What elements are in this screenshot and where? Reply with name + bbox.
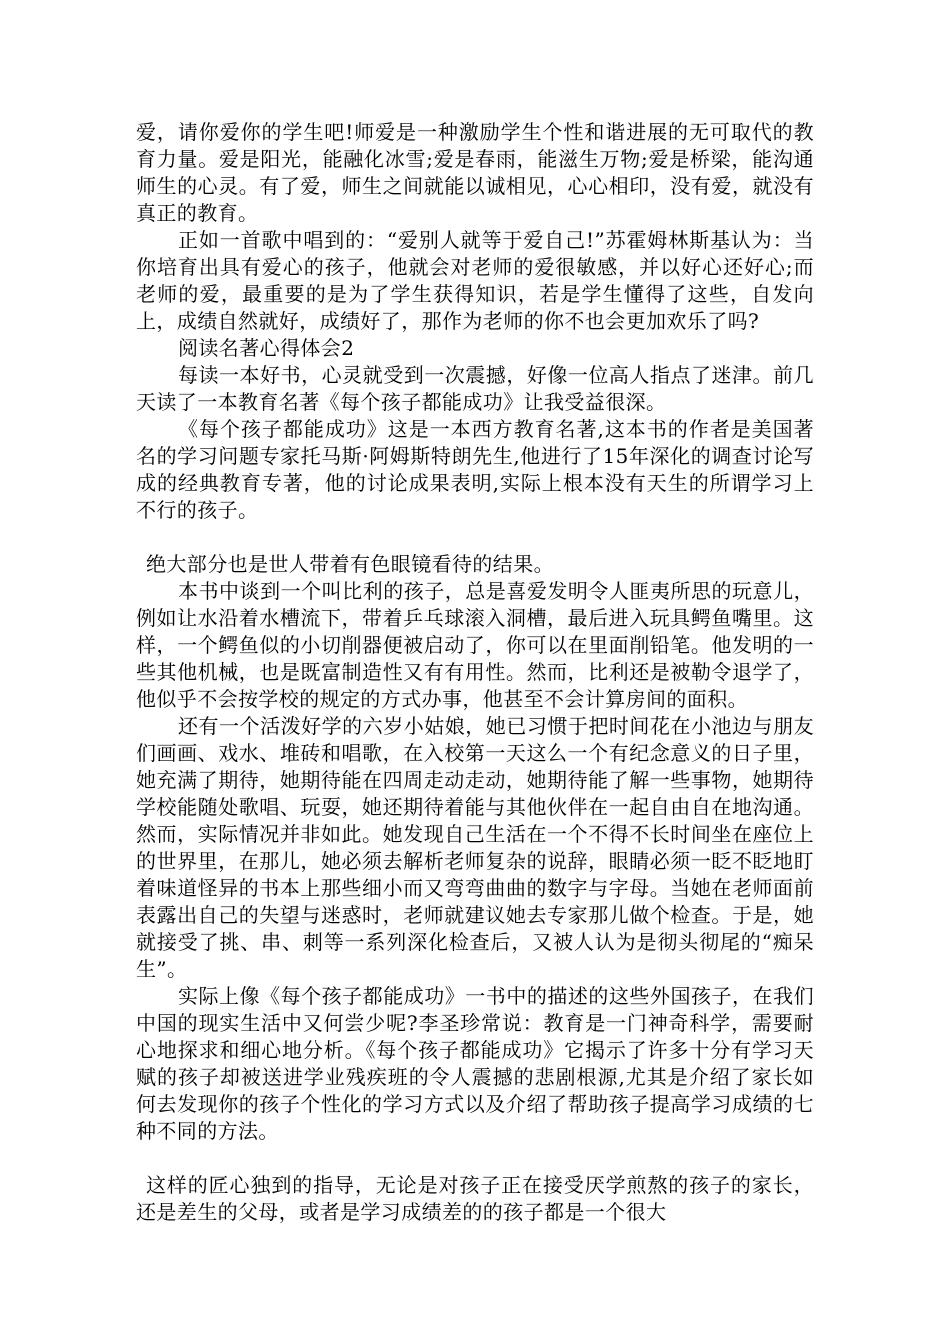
paragraph-book-intro: 《每个孩子都能成功》这是一本西方教育名著,这本书的作者是美国著名的学习问题专家托马斯·阿姆斯特朗先生,他进行了15年深化的调查讨论写成的经典教育专著，他的讨论成果表明,实际上根本没有天生的所谓学习上不行的孩子。 xyxy=(136,417,814,522)
paragraph-song-quote: 正如一首歌中唱到的：“爱别人就等于爱自己!”苏霍姆林斯基认为：当你培育出具有爱心的孩子，他就会对老师的爱很敏感，并以好心还好心;而老师的爱，最重要的是为了学生获得知识，若是学生懂得了这些，自发向上，成绩自然就好，成绩好了，那作为老师的你不也会更加欢乐了吗? xyxy=(136,228,814,333)
paragraph-gap xyxy=(136,1145,814,1172)
paragraph-chinese-children: 实际上像《每个孩子都能成功》一书中的描述的这些外国孩子，在我们中国的现实生活中又何尝少呢?李圣珍常说：教育是一门神奇科学，需要耐心地探求和细心地分析。《每个孩子都能成功》它揭示了许多十分有学习天赋的孩子却被送进学业残疾班的令人震撼的悲剧根源,尤其是介绍了家长如何去发现你的孩子个性化的学习方式以及介绍了帮助孩子提高学习成绩的七种不同的方法。 xyxy=(136,984,814,1143)
section-heading: 阅读名著心得体会2 xyxy=(178,336,355,360)
paragraph-teacher-love: 爱，请你爱你的学生吧!师爱是一种激励学生个性和谐进展的无可取代的教育力量。爱是阳光，能融化冰雪;爱是春雨，能滋生万物;爱是桥梁，能沟通师生的心灵。有了爱，师生之间就能以诚相见，心心相印，没有爱，就没有真正的教育。 xyxy=(136,120,814,225)
paragraph-six-year-old-girl: 还有一个活泼好学的六岁小姑娘，她已习惯于把时间花在小池边与朋友们画画、戏水、堆砖和唱歌，在入校第一天这么一个有纪念意义的日子里，她充满了期待，她期待能在四周走动走动，她期待能了解一些事物，她期待学校能随处歌唱、玩耍，她还期待着能与其他伙伴在一起自由自在地沟通。然而，实际情况并非如此。她发现自己生活在一个不得不长时间坐在座位上的世界里，在那儿，她必须去解析老师复杂的说辞，眼睛必须一眨不眨地盯着味道怪异的书本上那些细小而又弯弯曲曲的数字与字母。当她在老师面前表露出自己的失望与迷惑时，老师就建议她去专家那儿做个检查。于是，她就接受了挑、串、刺等一系列深化检查后，又被人认为是彻头彻尾的“痴呆生”。 xyxy=(136,714,814,981)
document-body xyxy=(136,119,814,1226)
paragraph-gap xyxy=(136,524,814,551)
paragraph-billy: 本书中谈到一个叫比利的孩子，总是喜爱发明令人匪夷所思的玩意儿，例如让水沿着水槽流下，带着乒乓球滚入洞槽，最后进入玩具鳄鱼嘴里。这样，一个鳄鱼似的小切削器便被启动了，你可以在里面削铅笔。他发明的一些其他机械，也是既富制造性又有有用性。然而，比利还是被勒令退学了，他似乎不会按学校的规定的方式办事，他甚至不会计算房间的面积。 xyxy=(136,579,814,711)
paragraph-good-book: 每读一本好书，心灵就受到一次震撼，好像一位高人指点了迷津。前几天读了一本教育名著《每个孩子都能成功》让我受益很深。 xyxy=(136,363,814,414)
paragraph-guidance: 这样的匠心独到的指导，无论是对孩子正在接受厌学煎熬的孩子的家长，还是差生的父母，或者是学习成绩差的的孩子都是一个很大 xyxy=(136,1173,814,1224)
paragraph-colored-glasses: 绝大部分也是世人带着有色眼镜看待的结果。 xyxy=(146,552,554,576)
